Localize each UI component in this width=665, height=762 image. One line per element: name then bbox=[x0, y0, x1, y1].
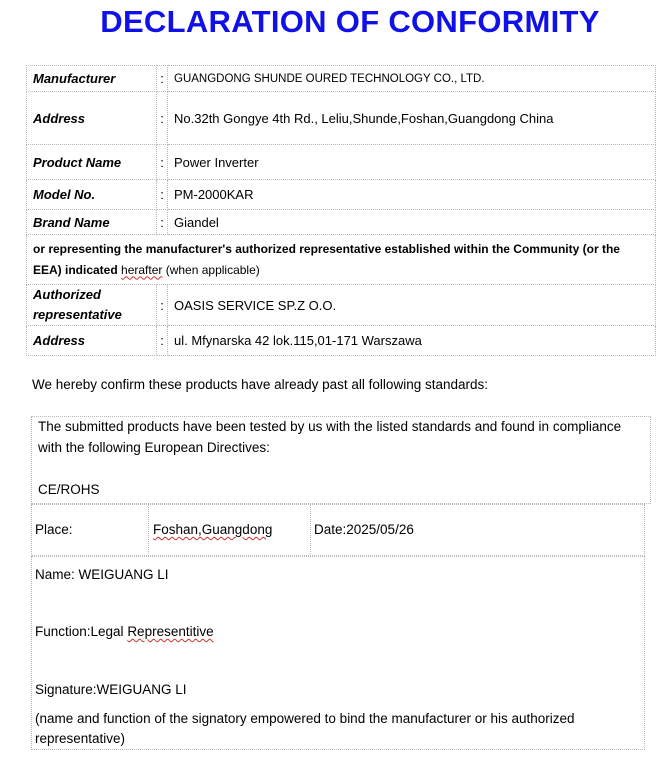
product-name-label: Product Name bbox=[27, 145, 157, 180]
colon: : bbox=[157, 210, 168, 235]
authorized-rep-value: OASIS SERVICE SP.Z O.O. bbox=[168, 285, 656, 326]
colon: : bbox=[157, 285, 168, 326]
tested-line1: The submitted products have been tested by us with the listed standards and found in compliance bbox=[38, 419, 622, 434]
row-authorized-representative bbox=[27, 285, 656, 326]
representation-note-part2: herafter bbox=[121, 262, 163, 277]
row-model-no bbox=[27, 180, 656, 210]
divider bbox=[310, 504, 311, 556]
model-no-label: Model No. bbox=[27, 180, 157, 210]
signatory-function bbox=[35, 622, 214, 642]
function-label: Function:Legal bbox=[35, 624, 128, 639]
signatory-note-line1: (name and function of the signatory empowered to bind the manufacturer or his authorized bbox=[35, 711, 575, 726]
colon: : bbox=[157, 180, 168, 210]
authorized-rep-label-line1: Authorized bbox=[33, 287, 101, 302]
representation-note bbox=[27, 235, 656, 285]
colon: : bbox=[157, 92, 168, 145]
representation-note-part1: or representing the manufacturer's authorized representative established within the Community (or the EEA) indicated bbox=[33, 241, 620, 277]
row-brand-name bbox=[27, 210, 656, 235]
colon: : bbox=[157, 145, 168, 180]
signatory-name: Name: WEIGUANG LI bbox=[35, 567, 169, 582]
row-rep-address bbox=[27, 326, 656, 356]
place-label: Place: bbox=[35, 522, 73, 537]
manufacturer-label: Manufacturer bbox=[27, 66, 157, 92]
divider bbox=[148, 504, 149, 556]
brand-name-label: Brand Name bbox=[27, 210, 157, 235]
confirm-text: We hereby confirm these products have already past all following standards: bbox=[32, 377, 488, 392]
document-title: DECLARATION OF CONFORMITY bbox=[100, 4, 600, 39]
directives-text: CE/ROHS bbox=[38, 482, 100, 497]
authorized-rep-label bbox=[27, 285, 157, 326]
address-value: No.32th Gongye 4th Rd., Leliu,Shunde,Foshan,Guangdong China bbox=[168, 92, 656, 145]
row-address bbox=[27, 92, 656, 145]
authorized-rep-label-line2: representative bbox=[33, 307, 122, 322]
model-no-value: PM-2000KAR bbox=[168, 180, 656, 210]
signatory-note-line2: representative) bbox=[35, 731, 126, 746]
rep-address-value: ul. Mfynarska 42 lok.115,01-171 Warszawa bbox=[168, 326, 656, 356]
signatory-signature: Signature:WEIGUANG LI bbox=[35, 682, 187, 697]
tested-line2: with the following European Directives: bbox=[38, 440, 270, 455]
row-representation-note bbox=[27, 235, 656, 285]
signatory-box bbox=[31, 556, 645, 750]
colon: : bbox=[157, 66, 168, 92]
row-manufacturer bbox=[27, 66, 656, 92]
manufacturer-info-table bbox=[26, 65, 656, 356]
product-name-value: Power Inverter bbox=[168, 145, 656, 180]
manufacturer-value: GUANGDONG SHUNDE OURED TECHNOLOGY CO., LTD. bbox=[168, 66, 656, 92]
place-date-row bbox=[31, 504, 645, 556]
representation-note-part3: (when applicable) bbox=[162, 262, 260, 277]
tested-box bbox=[31, 416, 651, 504]
brand-name-value: Giandel bbox=[168, 210, 656, 235]
date-text: Date:2025/05/26 bbox=[314, 522, 414, 537]
function-value: Representitive bbox=[127, 624, 214, 639]
place-value bbox=[153, 520, 272, 540]
rep-address-label: Address bbox=[27, 326, 157, 356]
row-product-name bbox=[27, 145, 656, 180]
place-value-text: Foshan,Guangdong bbox=[153, 522, 273, 537]
colon: : bbox=[157, 326, 168, 356]
address-label: Address bbox=[27, 92, 157, 145]
